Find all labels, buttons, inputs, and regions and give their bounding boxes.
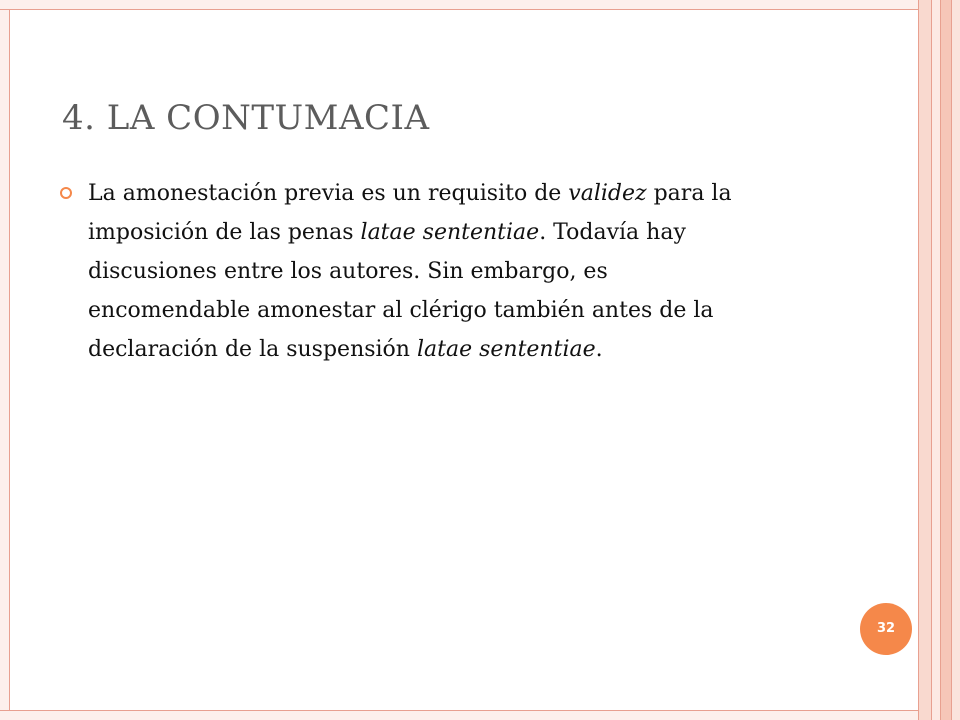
bullet-text-italic-segment: validez xyxy=(568,181,647,206)
bullet-circle-icon xyxy=(60,187,72,199)
bullet-text-segment: La amonestación previa es un requisito de xyxy=(88,181,569,206)
slide-frame-bottom xyxy=(0,710,918,720)
decorative-side-band xyxy=(940,0,952,720)
bullet-text-italic-segment: latae sententiae xyxy=(360,220,540,245)
page-number-badge: 32 xyxy=(860,603,912,655)
slide-frame-top xyxy=(0,0,918,10)
decorative-side-band xyxy=(932,0,940,720)
decorative-side-band xyxy=(918,0,932,720)
bullet-text-italic-segment: latae sententiae xyxy=(416,337,596,362)
bullet-text-segment: para la imposición de las penas xyxy=(88,181,732,245)
bullet-item xyxy=(60,174,760,369)
bullet-text-segment: . xyxy=(595,337,603,362)
slide-frame-left xyxy=(0,0,10,720)
bullet-text-segment: . Todavía hay discusiones entre los autores. Sin embargo, es encomendable amonestar al clérigo también antes de la declaración de la suspensión xyxy=(88,220,714,362)
bullet-text xyxy=(88,174,760,369)
decorative-side-band xyxy=(952,0,960,720)
slide-title: 4. LA CONTUMACIA xyxy=(62,98,430,138)
